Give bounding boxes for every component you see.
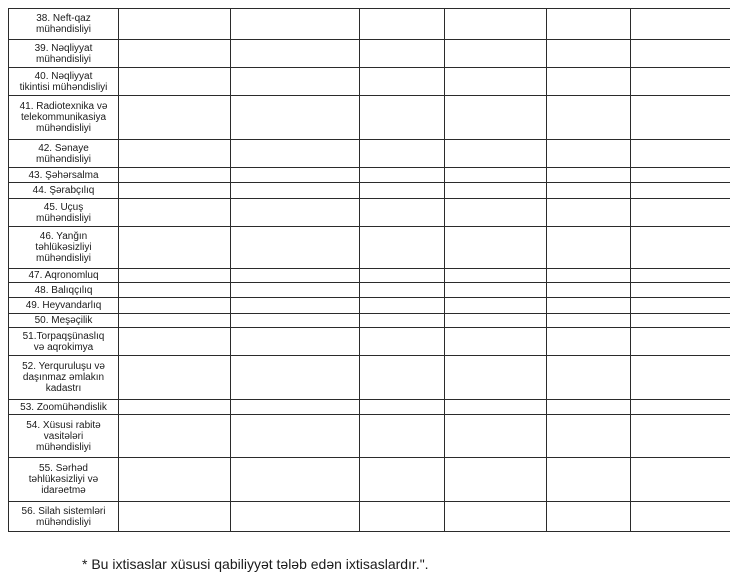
specialty-name-line: 46. Yanğın [39,231,88,242]
empty-cell [360,328,445,356]
table-row [9,283,730,298]
empty-cell [119,168,231,183]
specialty-name-line: telekommunikasiya [20,112,107,123]
empty-cell [231,68,360,96]
table-row [9,40,730,68]
specialty-name-line: mühəndisliyi [35,212,92,224]
table-row [9,502,730,532]
empty-cell [547,199,631,227]
table-row [9,168,730,183]
empty-cell [445,140,547,168]
specialty-name-line: 54. Xüsusi rabitə [26,419,101,431]
empty-cell [360,199,445,227]
empty-cell [547,298,631,314]
empty-cell [547,183,631,199]
empty-cell [547,283,631,298]
empty-cell [360,502,445,532]
specialty-name-line: təhlükəsizliyi və [28,474,99,485]
empty-cell [231,140,360,168]
empty-cell [547,458,631,502]
empty-cell [360,9,445,40]
empty-cell [445,458,547,502]
empty-cell [231,96,360,140]
empty-cell [631,356,730,400]
empty-cell [360,400,445,415]
specialty-name-line: mühəndisliyi [35,253,92,264]
empty-cell [631,183,730,199]
specialty-name-cell [9,502,119,532]
empty-cell [231,227,360,269]
empty-cell [547,356,631,400]
empty-cell [231,356,360,400]
specialty-table [8,8,730,532]
specialty-name-line: təhlükəsizliyi [35,242,92,253]
empty-cell [445,400,547,415]
table-row [9,356,730,400]
empty-cell [547,269,631,283]
empty-cell [547,68,631,96]
specialty-name-cell [9,68,119,96]
empty-cell [231,458,360,502]
specialty-name-cell [9,168,119,183]
empty-cell [119,269,231,283]
empty-cell [445,168,547,183]
empty-cell [231,415,360,458]
specialty-name-line: mühəndisliyi [35,53,92,65]
specialty-name-line: mühəndisliyi [35,516,92,528]
table-row [9,458,730,502]
empty-cell [360,298,445,314]
empty-cell [445,9,547,40]
empty-cell [547,502,631,532]
empty-cell [631,298,730,314]
specialty-name-line: 51.Torpaqşünaslıq [22,330,105,342]
empty-cell [231,269,360,283]
empty-cell [631,227,730,269]
table-row [9,328,730,356]
empty-cell [360,140,445,168]
table-row [9,9,730,40]
empty-cell [445,298,547,314]
empty-cell [631,140,730,168]
empty-cell [445,183,547,199]
empty-cell [547,9,631,40]
empty-cell [119,183,231,199]
specialty-name-cell [9,328,119,356]
empty-cell [119,68,231,96]
empty-cell [547,168,631,183]
empty-cell [547,415,631,458]
empty-cell [445,283,547,298]
empty-cell [119,283,231,298]
empty-cell [119,400,231,415]
empty-cell [631,328,730,356]
empty-cell [360,283,445,298]
empty-cell [631,168,730,183]
specialty-name-line: 56. Silah sistemləri [21,505,106,517]
empty-cell [360,356,445,400]
specialty-name-line: 44. Şərabçılıq [32,185,95,196]
empty-cell [445,415,547,458]
empty-cell [119,502,231,532]
empty-cell [119,356,231,400]
specialty-name-cell [9,298,119,314]
empty-cell [445,199,547,227]
table-row [9,140,730,168]
specialty-name-cell [9,227,119,269]
specialty-name-line: və aqrokimya [33,341,94,353]
specialty-name-cell [9,458,119,502]
empty-cell [547,328,631,356]
specialty-name-line: 53. Zoomühəndislik [20,401,107,413]
empty-cell [360,183,445,199]
empty-cell [360,168,445,183]
specialty-name-line: mühəndisliyi [35,441,92,453]
empty-cell [231,9,360,40]
specialty-name-cell [9,415,119,458]
empty-cell [360,68,445,96]
empty-cell [119,96,231,140]
empty-cell [631,502,730,532]
specialty-name-line: 48. Balıqçılıq [34,284,93,296]
specialty-name-cell [9,9,119,40]
empty-cell [631,400,730,415]
specialty-name-cell [9,183,119,199]
empty-cell [119,140,231,168]
footnote: * Bu ixtisaslar xüsusi qabiliyyət tələb edən ixtisaslardır.". [82,556,429,572]
specialty-name-line: 40. Nəqliyyat [34,70,93,82]
empty-cell [445,68,547,96]
empty-cell [119,298,231,314]
specialty-name-line: vasitələri [43,430,84,442]
table-row [9,314,730,328]
document-page [8,8,730,532]
specialty-name-line: mühəndisliyi [35,123,92,134]
empty-cell [360,40,445,68]
empty-cell [445,356,547,400]
empty-cell [445,227,547,269]
empty-cell [445,502,547,532]
empty-cell [631,283,730,298]
empty-cell [360,227,445,269]
specialty-name-cell [9,269,119,283]
specialty-name-line: 41. Radiotexnika və [19,101,108,112]
table-row [9,199,730,227]
specialty-name-line: 52. Yerquruluşu və [22,361,105,372]
specialty-name-line: kadastrı [45,383,82,394]
specialty-name-line: 45. Uçuş [43,201,84,213]
empty-cell [631,40,730,68]
empty-cell [231,283,360,298]
empty-cell [547,314,631,328]
table-body [9,9,730,532]
empty-cell [119,227,231,269]
specialty-name-line: 50. Meşəçilik [34,315,93,326]
table-row [9,298,730,314]
table-row [9,227,730,269]
specialty-name-line: 47. Aqronomluq [28,270,99,281]
empty-cell [231,298,360,314]
empty-cell [547,40,631,68]
specialty-name-cell [9,140,119,168]
empty-cell [231,314,360,328]
table-row [9,68,730,96]
empty-cell [231,199,360,227]
specialty-name-line: 49. Heyvandarlıq [25,300,102,311]
specialty-name-line: mühəndisliyi [35,153,92,165]
empty-cell [119,328,231,356]
empty-cell [547,140,631,168]
empty-cell [360,269,445,283]
empty-cell [445,269,547,283]
empty-cell [119,458,231,502]
specialty-name-cell [9,356,119,400]
empty-cell [547,96,631,140]
empty-cell [445,96,547,140]
specialty-name-cell [9,40,119,68]
empty-cell [547,400,631,415]
empty-cell [360,314,445,328]
specialty-name-line: daşınmaz əmlakın [22,372,105,383]
empty-cell [445,314,547,328]
specialty-name-line: idarəetmə [41,485,86,496]
table-row [9,400,730,415]
table-row [9,269,730,283]
specialty-name-line: tikintisi mühəndisliyi [19,81,108,93]
specialty-name-cell [9,283,119,298]
empty-cell [231,328,360,356]
empty-cell [547,227,631,269]
empty-cell [119,40,231,68]
specialty-name-line: 43. Şəhərsalma [28,169,99,181]
empty-cell [231,168,360,183]
specialty-name-line: 55. Sərhəd [39,463,88,474]
empty-cell [631,9,730,40]
empty-cell [119,199,231,227]
empty-cell [119,314,231,328]
specialty-name-cell [9,400,119,415]
empty-cell [631,96,730,140]
empty-cell [631,314,730,328]
specialty-name-line: 38. Neft-qaz [36,13,91,24]
empty-cell [631,458,730,502]
empty-cell [360,458,445,502]
empty-cell [631,68,730,96]
empty-cell [119,9,231,40]
empty-cell [231,40,360,68]
specialty-name-line: 39. Nəqliyyat [34,42,93,54]
empty-cell [231,183,360,199]
empty-cell [631,415,730,458]
empty-cell [360,96,445,140]
empty-cell [445,328,547,356]
specialty-name-cell [9,199,119,227]
specialty-name-cell [9,314,119,328]
empty-cell [631,269,730,283]
empty-cell [119,415,231,458]
table-row [9,183,730,199]
specialty-name-line: 42. Sənaye [38,142,89,154]
specialty-name-cell [9,96,119,140]
specialty-name-line: mühəndisliyi [35,24,92,35]
empty-cell [231,502,360,532]
table-row [9,96,730,140]
empty-cell [360,415,445,458]
empty-cell [631,199,730,227]
table-row [9,415,730,458]
empty-cell [231,400,360,415]
empty-cell [445,40,547,68]
